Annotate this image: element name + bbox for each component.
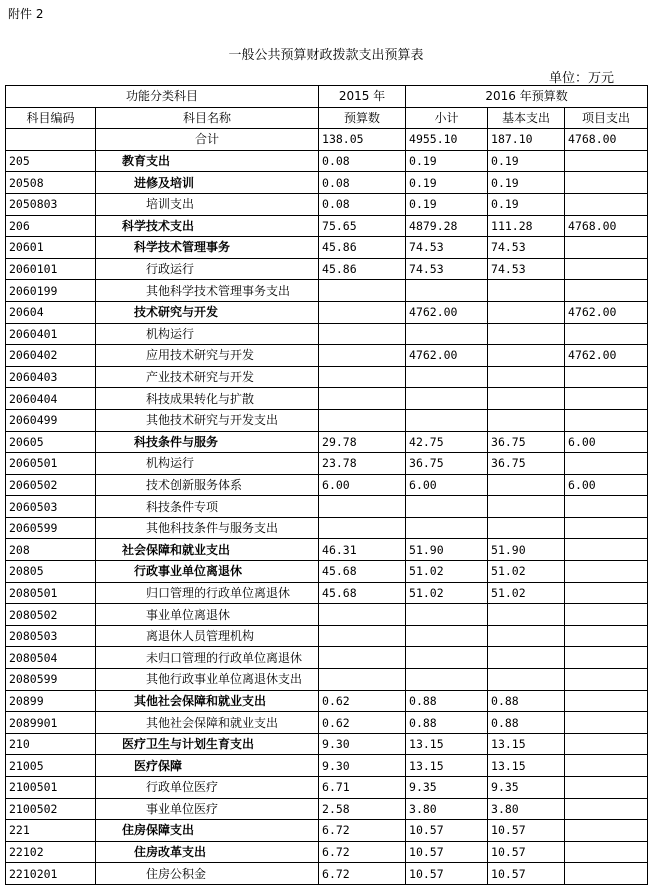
row-2016-project [565, 712, 648, 734]
row-2015-budget: 0.08 [319, 193, 406, 215]
row-code: 22102 [6, 841, 96, 863]
row-code: 21005 [6, 755, 96, 777]
table-row [6, 237, 648, 259]
row-2016-subtotal: 36.75 [406, 453, 488, 475]
row-2016-basic [488, 409, 565, 431]
row-name: 产业技术研究与开发 [96, 366, 319, 388]
row-code: 2060199 [6, 280, 96, 302]
header-name: 科目名称 [96, 107, 319, 129]
table-row [6, 172, 648, 194]
row-2016-project [565, 496, 648, 518]
row-name: 行政事业单位离退休 [96, 561, 319, 583]
row-name: 科技条件与服务 [96, 431, 319, 453]
row-code: 2210201 [6, 863, 96, 885]
row-2016-subtotal [406, 517, 488, 539]
row-2016-subtotal [406, 388, 488, 410]
row-2015-budget: 2.58 [319, 798, 406, 820]
row-2015-budget: 29.78 [319, 431, 406, 453]
row-2016-basic [488, 669, 565, 691]
row-2016-basic: 111.28 [488, 215, 565, 237]
row-name: 未归口管理的行政单位离退休 [96, 647, 319, 669]
total-subtotal: 4955.10 [406, 129, 488, 151]
row-name: 教育支出 [96, 150, 319, 172]
row-2016-subtotal: 4879.28 [406, 215, 488, 237]
row-2016-basic [488, 517, 565, 539]
row-2016-basic: 0.88 [488, 712, 565, 734]
table-row [6, 625, 648, 647]
row-2015-budget: 9.30 [319, 733, 406, 755]
row-code: 20605 [6, 431, 96, 453]
row-2015-budget [319, 280, 406, 302]
table-row [6, 690, 648, 712]
row-2015-budget [319, 669, 406, 691]
row-2016-project [565, 604, 648, 626]
row-name: 应用技术研究与开发 [96, 345, 319, 367]
row-2016-basic [488, 474, 565, 496]
row-name: 其他行政事业单位离退休支出 [96, 669, 319, 691]
table-row [6, 777, 648, 799]
row-code: 2100501 [6, 777, 96, 799]
row-2015-budget [319, 496, 406, 518]
row-2016-basic: 0.19 [488, 150, 565, 172]
row-2016-project [565, 172, 648, 194]
row-2015-budget: 0.08 [319, 150, 406, 172]
row-2016-project [565, 841, 648, 863]
row-2016-project [565, 237, 648, 259]
row-2016-basic: 13.15 [488, 733, 565, 755]
row-code: 2080501 [6, 582, 96, 604]
row-code: 20805 [6, 561, 96, 583]
row-2015-budget: 6.00 [319, 474, 406, 496]
row-2016-project [565, 777, 648, 799]
header-project: 项目支出 [565, 107, 648, 129]
row-code: 205 [6, 150, 96, 172]
row-2016-subtotal: 51.02 [406, 582, 488, 604]
row-name: 行政单位医疗 [96, 777, 319, 799]
row-code: 221 [6, 820, 96, 842]
row-2016-project [565, 539, 648, 561]
row-code: 2080502 [6, 604, 96, 626]
row-2016-project: 6.00 [565, 474, 648, 496]
table-row [6, 582, 648, 604]
row-2016-subtotal: 0.19 [406, 150, 488, 172]
row-name: 住房保障支出 [96, 820, 319, 842]
row-2016-subtotal: 74.53 [406, 258, 488, 280]
row-2015-budget: 0.62 [319, 712, 406, 734]
row-2016-subtotal: 13.15 [406, 755, 488, 777]
row-code: 2080504 [6, 647, 96, 669]
row-code: 20899 [6, 690, 96, 712]
row-2015-budget: 23.78 [319, 453, 406, 475]
row-2016-project [565, 517, 648, 539]
total-basic: 187.10 [488, 129, 565, 151]
table-row [6, 863, 648, 885]
row-name: 其他技术研究与开发支出 [96, 409, 319, 431]
row-2016-subtotal: 51.90 [406, 539, 488, 561]
row-code: 20601 [6, 237, 96, 259]
row-name: 其他科技条件与服务支出 [96, 517, 319, 539]
table-row [6, 280, 648, 302]
table-row [6, 474, 648, 496]
table-row [6, 215, 648, 237]
row-2016-subtotal [406, 280, 488, 302]
row-2016-basic: 51.02 [488, 561, 565, 583]
row-2016-basic [488, 625, 565, 647]
row-2016-subtotal: 0.88 [406, 712, 488, 734]
row-2016-basic [488, 647, 565, 669]
row-2015-budget: 6.72 [319, 863, 406, 885]
table-row [6, 561, 648, 583]
table-row [6, 323, 648, 345]
row-2016-project [565, 820, 648, 842]
row-2016-basic: 10.57 [488, 863, 565, 885]
row-2016-subtotal [406, 323, 488, 345]
row-2016-project [565, 647, 648, 669]
row-2016-project [565, 755, 648, 777]
row-2016-subtotal: 9.35 [406, 777, 488, 799]
row-2016-project [565, 150, 648, 172]
row-name: 医疗卫生与计划生育支出 [96, 733, 319, 755]
row-2016-basic: 0.88 [488, 690, 565, 712]
row-2016-basic: 10.57 [488, 841, 565, 863]
table-row [6, 820, 648, 842]
row-name: 科技成果转化与扩散 [96, 388, 319, 410]
row-code: 208 [6, 539, 96, 561]
total-code-cell [6, 129, 96, 151]
table-row [6, 647, 648, 669]
row-2015-budget: 0.08 [319, 172, 406, 194]
table-row [6, 388, 648, 410]
row-2016-subtotal: 10.57 [406, 841, 488, 863]
row-2016-subtotal [406, 625, 488, 647]
row-name: 事业单位医疗 [96, 798, 319, 820]
row-2016-subtotal [406, 669, 488, 691]
unit-label: 单位：万元 [548, 71, 614, 86]
header-code: 科目编码 [6, 107, 96, 129]
table-row [6, 712, 648, 734]
table-row [6, 841, 648, 863]
row-name: 社会保障和就业支出 [96, 539, 319, 561]
row-2016-project [565, 733, 648, 755]
table-row [6, 431, 648, 453]
row-name: 科技条件专项 [96, 496, 319, 518]
row-2016-subtotal: 10.57 [406, 863, 488, 885]
header-row-1 [6, 86, 648, 108]
header-row-2 [6, 107, 648, 129]
row-name: 科学技术管理事务 [96, 237, 319, 259]
row-name: 机构运行 [96, 453, 319, 475]
row-2016-project [565, 409, 648, 431]
row-2015-budget: 75.65 [319, 215, 406, 237]
row-code: 210 [6, 733, 96, 755]
row-name: 其他社会保障和就业支出 [96, 690, 319, 712]
table-row [6, 193, 648, 215]
row-2016-subtotal: 3.80 [406, 798, 488, 820]
row-name: 科学技术支出 [96, 215, 319, 237]
row-code: 2060101 [6, 258, 96, 280]
row-2016-basic: 3.80 [488, 798, 565, 820]
row-2016-basic: 36.75 [488, 453, 565, 475]
row-2015-budget: 0.62 [319, 690, 406, 712]
row-2016-basic [488, 496, 565, 518]
table-row [6, 345, 648, 367]
row-2015-budget [319, 301, 406, 323]
row-2016-subtotal: 42.75 [406, 431, 488, 453]
table-row [6, 755, 648, 777]
row-2015-budget: 45.86 [319, 237, 406, 259]
row-2016-project: 4768.00 [565, 215, 648, 237]
row-2016-project [565, 690, 648, 712]
row-2015-budget [319, 366, 406, 388]
table-row [6, 258, 648, 280]
row-2016-subtotal: 13.15 [406, 733, 488, 755]
row-2015-budget [319, 517, 406, 539]
row-name: 归口管理的行政单位离退休 [96, 582, 319, 604]
row-name: 行政运行 [96, 258, 319, 280]
header-basic: 基本支出 [488, 107, 565, 129]
row-2016-project [565, 388, 648, 410]
row-2016-project [565, 323, 648, 345]
row-2016-project [565, 258, 648, 280]
header-subtotal: 小计 [406, 107, 488, 129]
row-2016-project [565, 625, 648, 647]
row-name: 住房改革支出 [96, 841, 319, 863]
row-2016-basic: 74.53 [488, 237, 565, 259]
row-2016-basic: 0.19 [488, 193, 565, 215]
row-2015-budget [319, 647, 406, 669]
table-row [6, 301, 648, 323]
row-2016-subtotal [406, 604, 488, 626]
row-2016-basic: 36.75 [488, 431, 565, 453]
row-2016-subtotal: 0.19 [406, 193, 488, 215]
row-name: 技术研究与开发 [96, 301, 319, 323]
row-name: 其他科学技术管理事务支出 [96, 280, 319, 302]
row-code: 2060502 [6, 474, 96, 496]
row-2016-basic: 74.53 [488, 258, 565, 280]
row-code: 2060402 [6, 345, 96, 367]
row-name: 离退休人员管理机构 [96, 625, 319, 647]
row-name: 进修及培训 [96, 172, 319, 194]
row-2016-basic [488, 604, 565, 626]
row-2015-budget: 6.72 [319, 820, 406, 842]
table-row [6, 517, 648, 539]
table-row [6, 366, 648, 388]
row-code: 2060599 [6, 517, 96, 539]
row-2015-budget: 45.68 [319, 582, 406, 604]
row-code: 2060503 [6, 496, 96, 518]
row-2016-basic [488, 280, 565, 302]
row-2016-basic [488, 345, 565, 367]
header-2015: 2015 年 [319, 86, 406, 108]
row-2016-subtotal [406, 496, 488, 518]
row-code: 2080599 [6, 669, 96, 691]
row-2016-basic [488, 301, 565, 323]
row-name: 其他社会保障和就业支出 [96, 712, 319, 734]
row-2016-project [565, 582, 648, 604]
table-row [6, 604, 648, 626]
row-2016-project: 4762.00 [565, 301, 648, 323]
row-2015-budget: 45.68 [319, 561, 406, 583]
row-2016-project [565, 280, 648, 302]
row-2016-basic: 10.57 [488, 820, 565, 842]
row-2016-basic: 13.15 [488, 755, 565, 777]
row-2016-project [565, 561, 648, 583]
row-code: 2050803 [6, 193, 96, 215]
attachment-label: 附件 2 [8, 7, 44, 21]
table-row [6, 798, 648, 820]
row-2016-project [565, 669, 648, 691]
table-row [6, 453, 648, 475]
row-code: 2060403 [6, 366, 96, 388]
row-name: 培训支出 [96, 193, 319, 215]
table-row [6, 733, 648, 755]
row-2016-project [565, 798, 648, 820]
row-2016-project [565, 863, 648, 885]
total-project: 4768.00 [565, 129, 648, 151]
header-2016-budget: 2016 年预算数 [406, 86, 648, 108]
total-row [6, 129, 648, 151]
row-2016-basic [488, 323, 565, 345]
row-2016-subtotal: 74.53 [406, 237, 488, 259]
row-2016-subtotal: 4762.00 [406, 301, 488, 323]
row-2016-subtotal: 0.19 [406, 172, 488, 194]
row-2015-budget [319, 604, 406, 626]
row-code: 2089901 [6, 712, 96, 734]
total-2015: 138.05 [319, 129, 406, 151]
row-code: 20508 [6, 172, 96, 194]
row-2016-basic: 9.35 [488, 777, 565, 799]
document-title: 一般公共预算财政拨款支出预算表 [228, 48, 424, 63]
row-2015-budget: 45.86 [319, 258, 406, 280]
row-2015-budget [319, 625, 406, 647]
row-name: 医疗保障 [96, 755, 319, 777]
row-2016-subtotal [406, 409, 488, 431]
row-2016-subtotal: 4762.00 [406, 345, 488, 367]
row-2016-subtotal: 10.57 [406, 820, 488, 842]
row-2016-project [565, 366, 648, 388]
row-2016-subtotal [406, 366, 488, 388]
row-2016-subtotal: 51.02 [406, 561, 488, 583]
row-code: 206 [6, 215, 96, 237]
row-name: 机构运行 [96, 323, 319, 345]
row-name: 事业单位离退休 [96, 604, 319, 626]
row-code: 2100502 [6, 798, 96, 820]
row-2016-project: 4762.00 [565, 345, 648, 367]
header-budget-count: 预算数 [319, 107, 406, 129]
row-2016-subtotal: 0.88 [406, 690, 488, 712]
row-2016-subtotal: 6.00 [406, 474, 488, 496]
row-2016-project [565, 453, 648, 475]
header-func-class: 功能分类科目 [6, 86, 319, 108]
table-row [6, 496, 648, 518]
row-2016-subtotal [406, 647, 488, 669]
row-2016-basic: 51.02 [488, 582, 565, 604]
row-code: 2060404 [6, 388, 96, 410]
row-2015-budget: 6.72 [319, 841, 406, 863]
row-2015-budget [319, 345, 406, 367]
total-label: 合计 [96, 129, 319, 151]
table-row [6, 409, 648, 431]
row-2015-budget [319, 409, 406, 431]
table-row [6, 669, 648, 691]
row-name: 住房公积金 [96, 863, 319, 885]
row-2015-budget: 9.30 [319, 755, 406, 777]
row-code: 2060501 [6, 453, 96, 475]
table-row [6, 150, 648, 172]
row-2016-project: 6.00 [565, 431, 648, 453]
row-code: 20604 [6, 301, 96, 323]
row-2016-basic [488, 388, 565, 410]
row-2015-budget: 46.31 [319, 539, 406, 561]
row-2016-basic: 0.19 [488, 172, 565, 194]
row-2016-project [565, 193, 648, 215]
row-code: 2080503 [6, 625, 96, 647]
row-2015-budget [319, 388, 406, 410]
row-2015-budget [319, 323, 406, 345]
row-code: 2060499 [6, 409, 96, 431]
row-2016-basic: 51.90 [488, 539, 565, 561]
table-row [6, 539, 648, 561]
row-2015-budget: 6.71 [319, 777, 406, 799]
row-2016-basic [488, 366, 565, 388]
row-code: 2060401 [6, 323, 96, 345]
row-name: 技术创新服务体系 [96, 474, 319, 496]
budget-table [5, 85, 648, 885]
